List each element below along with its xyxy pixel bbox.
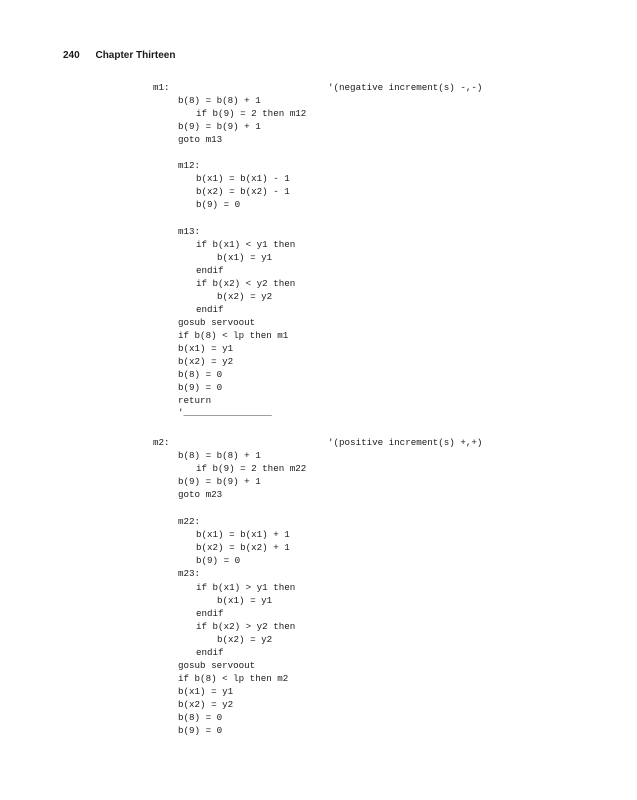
code-line: b(x1) = y1	[178, 343, 234, 354]
code-line: b(9) = b(9) + 1	[178, 121, 261, 132]
code-line: if b(8) < lp then m2	[178, 673, 289, 684]
label-m23: m23:	[178, 568, 201, 579]
code-line: return	[178, 395, 212, 406]
code-line: b(x2) = y2	[217, 291, 273, 302]
code-line: endif	[196, 608, 224, 619]
code-line: b(8) = b(8) + 1	[178, 95, 261, 106]
code-line: b(x1) = y1	[178, 686, 234, 697]
label-m2: m2:	[153, 437, 170, 448]
code-line: b(8) = b(8) + 1	[178, 450, 261, 461]
label-m22: m22:	[178, 516, 201, 527]
code-line: gosub servoout	[178, 317, 256, 328]
label-m13: m13:	[178, 226, 201, 237]
code-line: b(x1) = b(x1) + 1	[196, 529, 290, 540]
code-line: b(x2) = y2	[178, 699, 234, 710]
page-number: 240	[63, 50, 80, 61]
code-line: b(x1) = b(x1) - 1	[196, 173, 290, 184]
label-m12: m12:	[178, 160, 201, 171]
code-line: if b(x1) < y1 then	[196, 239, 296, 250]
separator-line: '________________	[178, 407, 272, 418]
code-line: b(x2) = b(x2) - 1	[196, 186, 290, 197]
code-line: b(9) = b(9) + 1	[178, 476, 261, 487]
code-line: if b(x2) > y2 then	[196, 621, 296, 632]
code-line: if b(8) < lp then m1	[178, 330, 289, 341]
code-line: b(9) = 0	[196, 555, 241, 566]
comment-m2: '(positive increment(s) +,+)	[328, 437, 483, 448]
code-line: b(9) = 0	[196, 199, 241, 210]
code-line: b(9) = 0	[178, 382, 223, 393]
comment-m1: '(negative increment(s) -,-)	[328, 82, 483, 93]
code-line: endif	[196, 647, 224, 658]
code-line: b(x2) = b(x2) + 1	[196, 542, 290, 553]
code-line: b(x2) = y2	[178, 356, 234, 367]
code-line: endif	[196, 265, 224, 276]
code-line: goto m23	[178, 489, 223, 500]
code-line: if b(x1) > y1 then	[196, 582, 296, 593]
code-line: b(8) = 0	[178, 712, 223, 723]
code-line: b(9) = 0	[178, 725, 223, 736]
code-line: if b(9) = 2 then m22	[196, 463, 307, 474]
code-line: if b(x2) < y2 then	[196, 278, 296, 289]
code-line: b(x2) = y2	[217, 634, 273, 645]
chapter-title: Chapter Thirteen	[95, 50, 176, 61]
code-line: b(x1) = y1	[217, 252, 273, 263]
code-line: b(8) = 0	[178, 369, 223, 380]
code-line: gosub servoout	[178, 660, 256, 671]
label-m1: m1:	[153, 82, 170, 93]
code-line: if b(9) = 2 then m12	[196, 108, 307, 119]
code-line: b(x1) = y1	[217, 595, 273, 606]
code-line: goto m13	[178, 134, 223, 145]
code-line: endif	[196, 304, 224, 315]
